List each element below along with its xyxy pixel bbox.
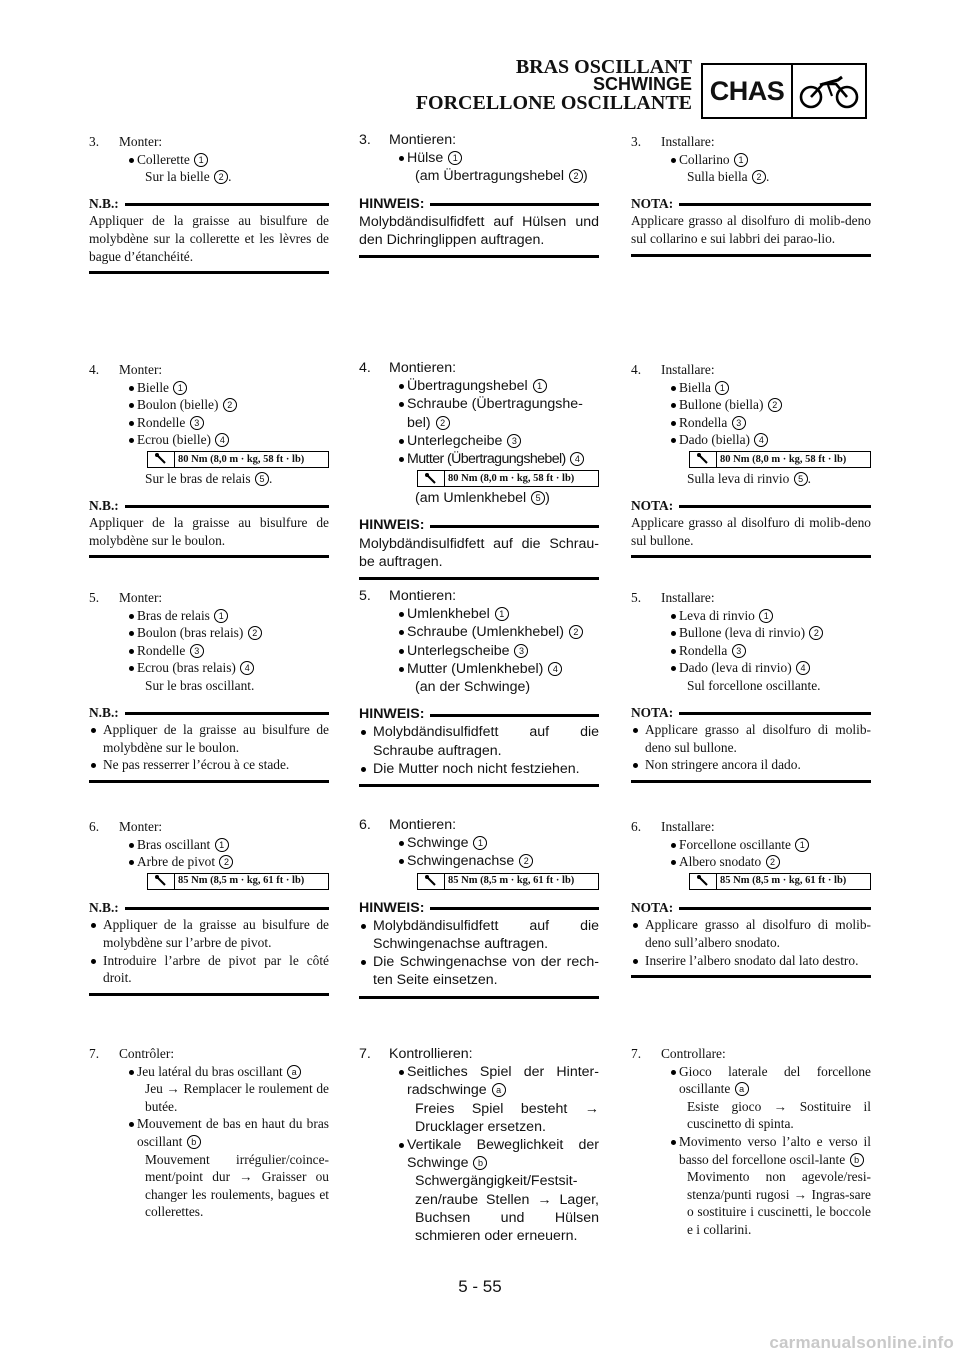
torque-spec: 80 Nm (8,0 m · kg, 58 ft · lb) [689, 451, 871, 468]
it-note-5: Applicare grasso al disolfuro di molib-deno sul bullone. Non stringere ancora il dado. [631, 721, 871, 783]
wrench-icon [690, 452, 717, 467]
it-step-5: 5. Installare: Leva di rinvio 1 Bullone (leva di rinvio) 2 Rondella 3 Dado (leva di rinvio) 4 Sul forcellone oscillante. NOTA: Applicare grasso al disolfuro di molib-deno sul bullone. Non stringere ancora il dado. [631, 589, 871, 783]
fr-step-7: 7. Contrôler: Jeu latéral du bras oscillant a Jeu → Remplacer le roulement de butée. Mouvement de bas en haut du bras oscillant b Mouvement irrégulier/coince-ment/point dur → Graisser ou changer les roulements, bagues et collerettes. [89, 1046, 329, 1220]
fr-step-6: 6. Monter: Bras oscillant 1 Arbre de pivot 2 85 Nm (8,5 m · kg, 61 ft · lb) N.B.: Appliquer de la graisse au bisulfure de molybdène sur l’arbre de pivot. Introduire l’arbre de pivot par le côté droit. [89, 818, 329, 996]
wrench-icon [148, 874, 175, 889]
wrench-icon [148, 452, 175, 467]
de-step-4: 4. Montieren: Übertragungshebel 1 Schraube (Übertragungshe-bel) 2 Unterlegcheibe 3 Mutter (Übertragungshebel) 4 80 Nm (8,0 m · kg, 58 ft · lb) (am Umlenkhebel 5 ) HINWEIS: Molybdändisulfidfett auf die Schrau-be auftragen. [359, 359, 599, 580]
de-step-3: 3. Montieren: Hülse 1 (am Übertragungshebel 2 ) HINWEIS: Molybdändisulfidfett auf Hülsen und den Dichringlippen auftragen. [359, 131, 599, 258]
fr-note-6: Appliquer de la graisse au bisulfure de molybdène sur l’arbre de pivot. Introduire l’arbre de pivot par le côté droit. [89, 916, 329, 995]
it-step-6: 6. Installare: Forcellone oscillante 1 Albero snodato 2 85 Nm (8,5 m · kg, 61 ft · lb) NOTA: Applicare grasso al disolfuro di molib-deno sull’albero snodato. Inserire l’albero snodato dal lato destro. [631, 818, 871, 978]
torque-spec: 85 Nm (8,5 m · kg, 61 ft · lb) [147, 873, 329, 890]
de-step-7: 7. Kontrollieren: Seitliches Spiel der Hinter-radschwinge a Freies Spiel besteht → Drucklager ersetzen. Vertikale Beweglichkeit der Schwinge b Schwergängigkeit/Festsit-zen/raube Stellen → Lager, Buchsen und Hülsen schmieren oder erneuern. [359, 1046, 599, 1245]
it-step-7: 7. Controllare: Gioco laterale del forcellone oscillante a Esiste gioco → Sostituire il cuscinetto di spinta. Movimento verso l’alto e verso il basso del forcellone oscil-lante b Movimento non agevole/resi-stenza/punti rugosi → Ingras-sare o sostituire i cuscinetti, le boccole e i collarini. [631, 1046, 871, 1237]
fr-step-3: 3. Monter: Collerette 1 Sur la bielle 2 . N.B.: Appliquer de la graisse au bisulfure de molybdène sur la collerette et les lèvres de bague d’étanchéité. [89, 133, 329, 274]
de-note-5: Molybdändisulfidfett auf die Schraube auftragen. Die Mutter noch nicht festziehen. [359, 723, 599, 787]
de-step-6: 6. Montieren: Schwinge 1 Schwingenachse 2 85 Nm (8,5 m · kg, 61 ft · lb) HINWEIS: Molybdändisulfidfett auf die Schwingenachse auftragen. Die Schwingenachse von der rech-ten Seite einsetzen. [359, 816, 599, 999]
fr-step-5: 5. Monter: Bras de relais 1 Boulon (bras relais) 2 Rondelle 3 Ecrou (bras relais) 4 Sur le bras oscillant. N.B.: Appliquer de la graisse au bisulfure de molybdène sur le boulon. Ne pas resserrer l’écrou à ce stade. [89, 589, 329, 783]
it-note-4: Applicare grasso al disolfuro di molib-deno sul bullone. [631, 514, 871, 558]
torque-spec: 80 Nm (8,0 m · kg, 58 ft · lb) [147, 451, 329, 468]
torque-spec: 80 Nm (8,0 m · kg, 58 ft · lb) [417, 470, 599, 487]
de-note-6: Molybdändisulfidfett auf die Schwingenachse auftragen. Die Schwingenachse von der rech-ten Seite einsetzen. [359, 917, 599, 999]
fr-note-5: Appliquer de la graisse au bisulfure de molybdène sur le boulon. Ne pas resserrer l’écrou à ce stade. [89, 721, 329, 783]
fr-note-3: Appliquer de la graisse au bisulfure de molybdène sur la collerette et les lèvres de bague d’étanchéité. [89, 212, 329, 274]
section-badge [701, 63, 867, 119]
de-note-4: Molybdändisulfidfett auf die Schrau-be auftragen. [359, 535, 599, 580]
it-note-3: Applicare grasso al disolfuro di molib-deno sul collarino e sui labbri dei parao-lio. [631, 212, 871, 256]
header-title-fr: BRAS OSCILLANT [515, 56, 692, 78]
fr-note-4: Appliquer de la graisse au bisulfure de molybdène sur le boulon. [89, 514, 329, 558]
it-note-6: Applicare grasso al disolfuro di molib-deno sull’albero snodato. Inserire l’albero snodato dal lato destro. [631, 916, 871, 978]
fr-step-4: 4. Monter: Bielle 1 Boulon (bielle) 2 Rondelle 3 Ecrou (bielle) 4 80 Nm (8,0 m · kg, 58 ft · lb) Sur le bras de relais 5 . N.B.: Appliquer de la graisse au bisulfure de molybdène sur le boulon. [89, 361, 329, 558]
page-number: 5 - 55 [458, 1277, 502, 1296]
header-title-it: FORCELLONE OSCILLANTE [415, 92, 692, 114]
torque-spec: 85 Nm (8,5 m · kg, 61 ft · lb) [689, 873, 871, 890]
section-code: CHAS [703, 65, 793, 117]
it-step-4: 4. Installare: Biella 1 Bullone (biella) 2 Rondella 3 Dado (biella) 4 80 Nm (8,0 m · kg, 58 ft · lb) Sulla leva di rinvio 5 . NOTA: Applicare grasso al disolfuro di molib-deno sul bullone. [631, 361, 871, 558]
watermark: carmanualsonline.info [769, 1333, 954, 1352]
de-note-3: Molybdändisulfidfett auf Hülsen und den Dichringlippen auftragen. [359, 213, 599, 258]
header-title-de: SCHWINGE [593, 74, 692, 94]
wrench-icon [418, 874, 445, 889]
motorcycle-icon [793, 65, 865, 117]
de-step-5: 5. Montieren: Umlenkhebel 1 Schraube (Umlenkhebel) 2 Unterlegscheibe 3 Mutter (Umlenkhebel) 4 (an der Schwinge) HINWEIS: Molybdändisulfidfett auf die Schraube auftragen. Die Mutter noch nicht festziehen. [359, 587, 599, 787]
wrench-icon [418, 471, 445, 486]
wrench-icon [690, 874, 717, 889]
torque-spec: 85 Nm (8,5 m · kg, 61 ft · lb) [417, 873, 599, 890]
it-step-3: 3. Installare: Collarino 1 Sulla biella 2 . NOTA: Applicare grasso al disolfuro di molib-deno sul collarino e sui labbri dei parao-lio. [631, 133, 871, 257]
